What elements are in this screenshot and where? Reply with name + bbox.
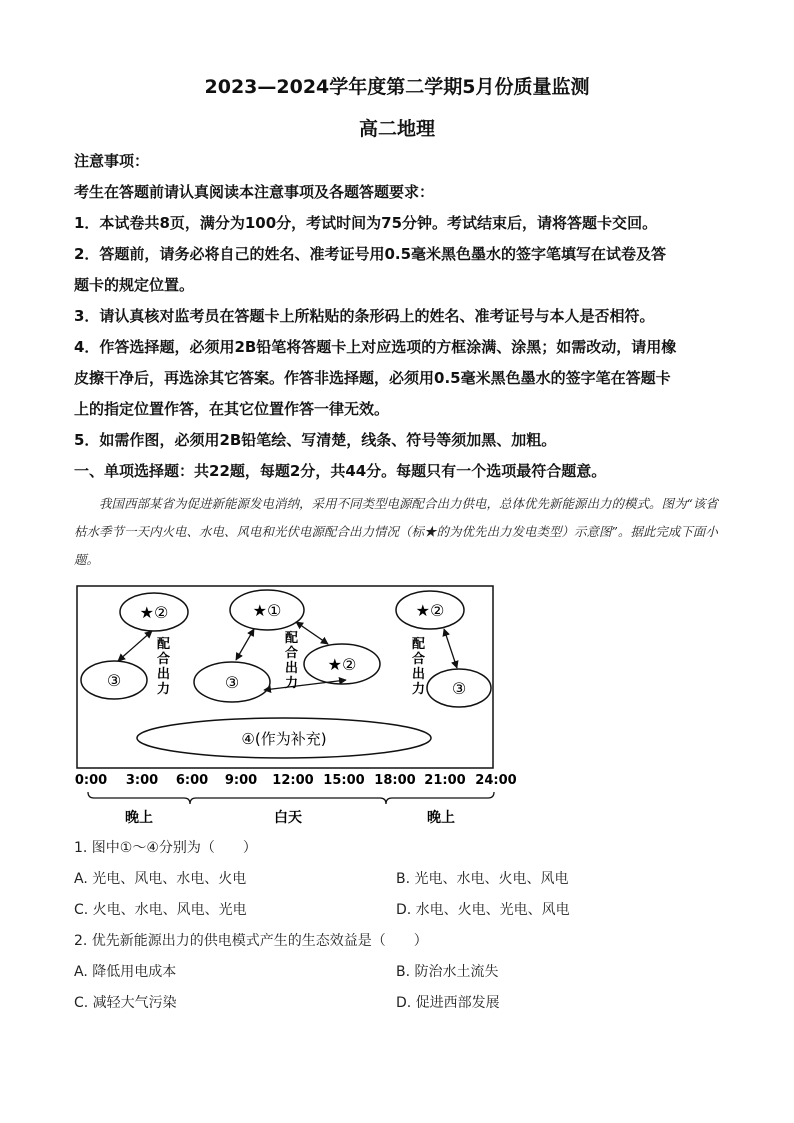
node-right-top-label: ★② [415,601,445,620]
svg-text:合: 合 [157,652,171,667]
svg-text:合: 合 [412,652,426,667]
notice-line: 题卡的规定位置。 [74,276,195,294]
question-1-option-a[interactable]: A. 光电、风电、水电、火电 [74,871,247,887]
svg-text:配: 配 [412,637,426,652]
coop-label-left [157,636,170,697]
node-left-bottom-label: ③ [106,671,122,690]
svg-text:出: 出 [157,667,171,682]
notice-line: 2．答题前，请务必将自己的姓名、准考证号用0.5毫米黑色墨水的签字笔填写在试卷及答 [74,245,667,263]
exam-title: 2023—2024学年度第二学期5月份质量监测 [204,76,590,98]
time-tick: 21:00 [424,773,466,788]
svg-text:出: 出 [412,667,426,682]
svg-text:力: 力 [285,676,299,691]
coop-label-mid [285,630,298,691]
node-mid-right-label: ★② [327,655,357,674]
section-heading: 一、单项选择题：共22题，每题2分，共44分。每题只有一个选项最符合题意。 [74,462,607,480]
notice-line: 3．请认真核对监考员在答题卡上所粘贴的条形码上的姓名、准考证号与本人是否相符。 [74,307,655,325]
notice-line: 4．作答选择题，必须用2B铅笔将答题卡上对应选项的方框涂满、涂黑；如需改动，请用橡 [74,338,677,356]
svg-text:合: 合 [285,646,299,661]
arrow-mid-left [236,629,254,660]
arrow-left [118,631,152,661]
time-axis [75,773,517,788]
period-brackets [88,792,494,804]
node-mid-top-label: ★① [252,601,282,620]
question-2-option-c[interactable]: C. 减轻大气污染 [74,995,177,1011]
arrow-mid-right [296,622,328,644]
node-left-top-label: ★② [139,603,169,622]
svg-text:力: 力 [412,682,426,697]
question-2-option-a[interactable]: A. 降低用电成本 [74,964,177,980]
time-tick: 24:00 [475,773,517,788]
arrow-right [444,629,457,668]
time-tick: 6:00 [175,773,209,788]
svg-text:配: 配 [285,631,299,646]
notice-line: 5．如需作图，必须用2B铅笔绘、写清楚，线条、符号等须加黑、加粗。 [74,431,557,449]
node-right-bottom-label: ③ [451,679,467,698]
question-1-option-c[interactable]: C. 火电、水电、风电、光电 [74,902,247,918]
notice-line: 1．本试卷共8页，满分为100分，考试时间为75分钟。考试结束后，请将答题卡交回。 [74,214,658,232]
svg-text:配: 配 [157,637,171,652]
exam-subtitle: 高二地理 [358,118,435,140]
question-2-option-d[interactable]: D. 促进西部发展 [396,995,500,1011]
time-tick: 3:00 [125,773,159,788]
time-tick: 15:00 [323,773,365,788]
question-1-option-d[interactable]: D. 水电、火电、光电、风电 [396,902,570,918]
period-label: 晚上 [125,810,153,826]
period-labels [125,809,455,826]
question-2-option-b[interactable]: B. 防治水土流失 [396,964,499,980]
svg-text:力: 力 [157,682,171,697]
time-tick: 18:00 [374,773,416,788]
coop-label-right [412,636,425,697]
notice-section [74,146,724,487]
period-label: 晚上 [427,810,455,826]
material-intro: 我国西部某省为促进新能源发电消纳，采用不同类型电源配合出力供电，总体优先新能源出力的模式。图为“该省枯水季节一天内火电、水电、风电和光伏电源配合出力情况（标★的为优先出力发电类型）示意图”。据此完成下面小题。 [74,496,718,567]
node-mid-bottom-label: ③ [224,673,240,692]
node-supplement-label: ④(作为补充) [241,730,327,748]
period-label: 白天 [274,810,302,826]
notice-line: 上的指定位置作答，在其它位置作答一律无效。 [74,400,390,418]
time-tick: 9:00 [224,773,258,788]
svg-text:出: 出 [285,661,299,676]
question-2-stem: 2. 优先新能源出力的供电模式产生的生态效益是（ ） [74,933,428,949]
arrow-mid-bottom [264,680,346,690]
power-coordination-diagram [74,582,524,832]
question-1-stem: 1. 图中①～④分别为（ ） [74,840,257,856]
notice-line: 考生在答题前请认真阅读本注意事项及各题答题要求： [74,183,435,201]
question-1-option-b[interactable]: B. 光电、水电、火电、风电 [396,871,569,887]
notice-line: 皮擦干净后，再选涂其它答案。作答非选择题，必须用0.5毫米黑色墨水的签字笔在答题卡 [74,369,671,387]
notice-heading: 注意事项： [74,152,150,170]
time-tick: 12:00 [272,773,314,788]
time-tick: 0:00 [74,773,108,788]
